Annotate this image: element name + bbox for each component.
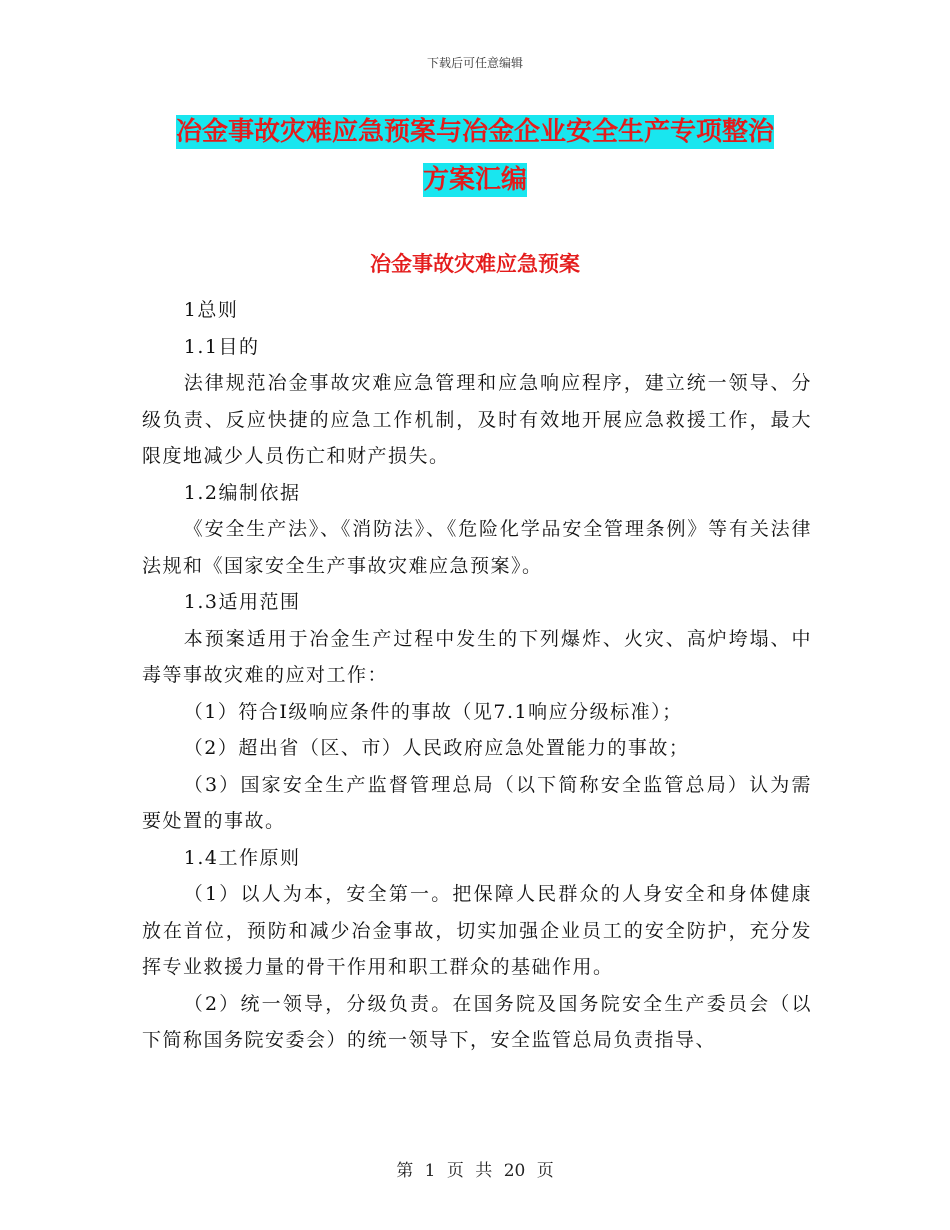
principle-item-1: （1）以人为本，安全第一。把保障人民群众的人身安全和身体健康放在首位，预防和减少冶金事故，切实加强企业员工的安全防护，充分发挥专业救援力量的骨干作用和职工群众的基础作用。 [142, 883, 812, 978]
heading-scope: 1.3适用范围 [183, 591, 301, 613]
scope-item-3: （3）国家安全生产监督管理总局（以下简称安全监管总局）认为需要处置的事故。 [142, 773, 812, 832]
document-title-line-2: 方案汇编 [422, 165, 527, 195]
paragraph-scope: 本预案适用于冶金生产过程中发生的下列爆炸、火灾、高炉垮塌、中毒等事故灾难的应对工作： [142, 627, 812, 686]
section-title: 冶金事故灾难应急预案 [370, 252, 580, 276]
header-note: 下载后可任意编辑 [426, 56, 523, 70]
heading-basis: 1.2编制依据 [183, 481, 301, 504]
document-title-line-1: 冶金事故灾难应急预案与冶金企业安全生产专项整治 [175, 117, 774, 147]
scope-item-1: （1）符合Ⅰ级响应条件的事故（见7.1响应分级标准）； [183, 700, 683, 723]
paragraph-purpose: 法律规范冶金事故灾难应急管理和应急响应程序，建立统一领导、分级负责、反应快捷的应急工作机制，及时有效地开展应急救援工作，最大限度地减少人员伤亡和财产损失。 [142, 372, 812, 467]
page-footer: 第 1 页 共 20 页 [396, 1161, 554, 1181]
body-text [142, 292, 812, 1059]
document-title [0, 108, 950, 204]
paragraph-basis: 《安全生产法》、《消防法》、《危险化学品安全管理条例》等有关法律法规和《国家安全生产事故灾难应急预案》。 [142, 518, 812, 577]
principle-item-2: （2）统一领导，分级负责。在国务院及国务院安全生产委员会（以下简称国务院安委会）的统一领导下，安全监管总局负责指导、 [142, 992, 812, 1051]
scope-item-2: （2）超出省（区、市）人民政府应急处置能力的事故； [183, 737, 690, 759]
heading-principles: 1.4工作原则 [183, 846, 301, 869]
heading-purpose: 1.1目的 [183, 335, 260, 358]
heading-general: 1总则 [183, 299, 239, 321]
